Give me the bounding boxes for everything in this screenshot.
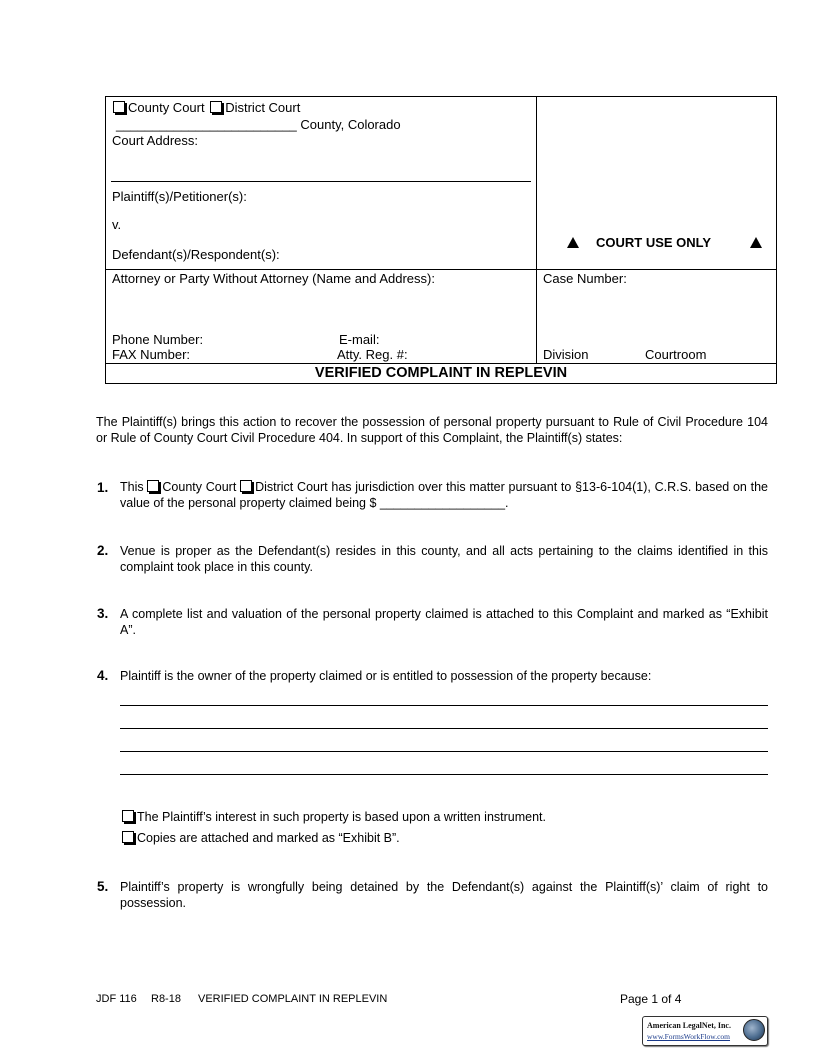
item-1-post: has jurisdiction over this matter pursuant to §13-6-104(1), C.R.S. based on the value of the personal property claimed being $ __________________. [120, 480, 769, 510]
item-5-text: Plaintiff’s property is wrongfully being detained by the Defendant(s) against the Plaintiff(s)’ claim of right to possession. [120, 880, 768, 910]
item-2-text: Venue is proper as the Defendant(s) resides in this county, and all acts pertaining to the claims identified in this complaint took place in this county. [120, 544, 768, 574]
defendant-label: Defendant(s)/Respondent(s): [112, 247, 280, 262]
item-3-text: A complete list and valuation of the personal property claimed is attached to this Complaint and marked as “Exhibit A”. [120, 607, 768, 637]
county-row [116, 117, 401, 132]
item-1-text [120, 479, 768, 511]
item-4-text: Plaintiff is the owner of the property claimed or is entitled to possession of the property because: [120, 669, 652, 683]
county-name-blank[interactable]: _________________________ [116, 117, 297, 132]
copies-attached-label: Copies are attached and marked as “Exhibit B”. [137, 831, 400, 845]
atty-reg-label: Atty. Reg. #: [337, 347, 408, 362]
district-court-checkbox[interactable] [210, 101, 222, 113]
item-4-answer-line[interactable] [120, 751, 768, 752]
item-4-answer-line[interactable] [120, 705, 768, 706]
item-4-number: 4. [97, 668, 109, 683]
attorney-label: Attorney or Party Without Attorney (Name and Address): [112, 271, 435, 286]
item-1-district-court-checkbox[interactable] [240, 480, 252, 492]
copies-attached-row [122, 831, 400, 845]
court-address-label: Court Address: [112, 133, 198, 148]
written-instrument-label: The Plaintiff’s interest in such property is based upon a written instrument. [137, 810, 547, 824]
page-number: Page 1 of 4 [620, 992, 682, 1006]
item-1-pre: This [120, 480, 144, 494]
versus-label: v. [112, 217, 122, 232]
up-arrow-icon [567, 237, 579, 248]
fax-label: FAX Number: [112, 347, 191, 362]
district-court-label: District Court [225, 100, 301, 115]
item-1-district-court-label: District Court [255, 480, 328, 494]
courtroom-label: Courtroom [645, 347, 707, 362]
item-1-county-court-checkbox[interactable] [147, 480, 159, 492]
email-label: E-mail: [339, 332, 380, 347]
form-title: VERIFIED COMPLAINT IN REPLEVIN [314, 365, 568, 381]
item-1-county-court-label: County Court [162, 480, 237, 494]
county-suffix: County, Colorado [300, 117, 401, 132]
intro-paragraph: The Plaintiff(s) brings this action to recover the possession of personal property pursuant to Rule of Civil Procedure 104 or Rule of County Court Civil Procedure 404. In support of this Complaint, the Plaintiff(s) states: [96, 415, 768, 445]
phone-label: Phone Number: [112, 332, 204, 347]
item-2-number: 2. [97, 543, 109, 558]
logo-company: American LegalNet, Inc. [647, 1021, 731, 1030]
item-5-number: 5. [97, 879, 109, 894]
caption-divider [536, 97, 537, 363]
copies-attached-checkbox[interactable] [122, 831, 134, 843]
written-instrument-row [122, 810, 546, 824]
item-4-answer-line[interactable] [120, 774, 768, 775]
up-arrow-icon [750, 237, 762, 248]
caption-separator-2 [106, 363, 776, 364]
court-type-row [113, 100, 300, 115]
item-4-answer-line[interactable] [120, 728, 768, 729]
caption-separator-1 [106, 269, 776, 270]
legalnet-logo [642, 1016, 768, 1046]
county-court-label: County Court [128, 100, 205, 115]
globe-icon [743, 1019, 765, 1041]
division-label: Division [543, 347, 589, 362]
logo-url: www.FormsWorkFlow.com [647, 1032, 731, 1041]
written-instrument-checkbox[interactable] [122, 810, 134, 822]
footer-form-id: JDF 116 [96, 993, 137, 1005]
footer-title: VERIFIED COMPLAINT IN REPLEVIN [198, 993, 388, 1005]
item-3-number: 3. [97, 606, 109, 621]
county-court-checkbox[interactable] [113, 101, 125, 113]
case-number-label: Case Number: [543, 271, 627, 286]
court-use-only-label: COURT USE ONLY [596, 235, 712, 250]
court-address-line [111, 181, 531, 182]
plaintiff-label: Plaintiff(s)/Petitioner(s): [112, 189, 247, 204]
item-1-number: 1. [97, 480, 109, 495]
footer-revision: R8-18 [151, 993, 181, 1005]
